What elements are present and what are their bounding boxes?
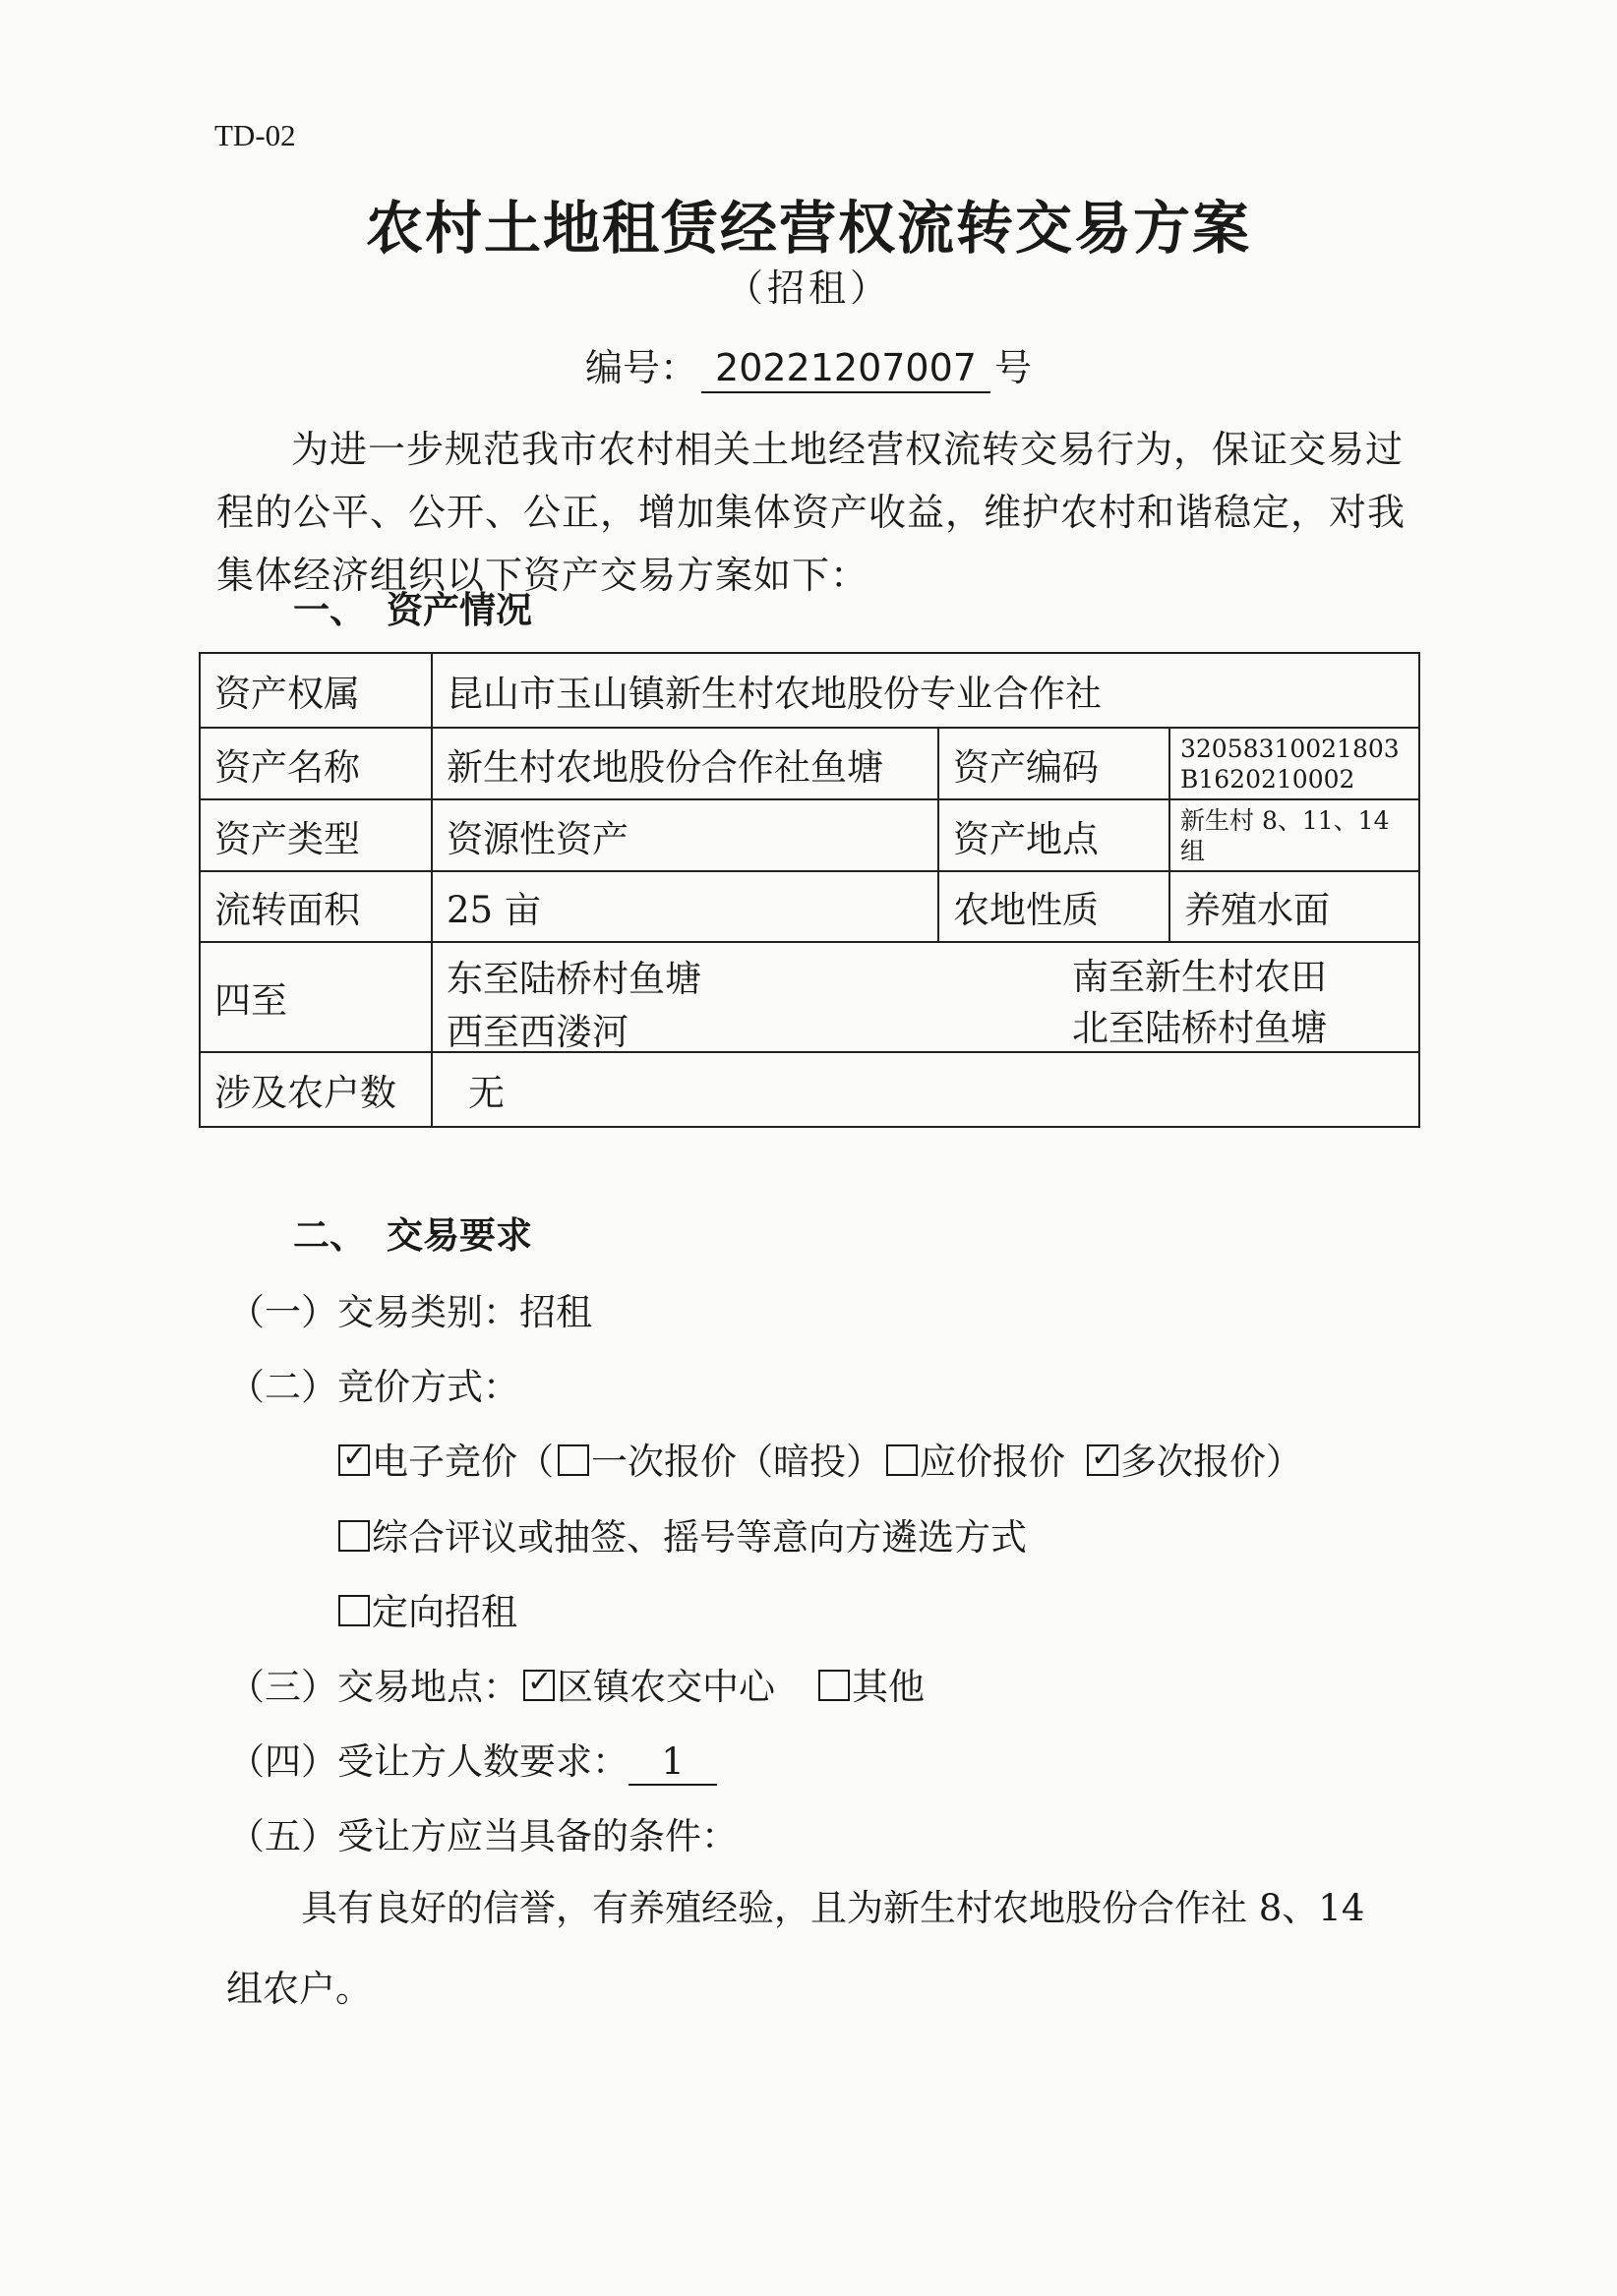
- location-center: 区镇农交中心: [557, 1666, 775, 1708]
- section-title: 交易要求: [387, 1214, 532, 1257]
- bound-south: 南至新生村农田: [1072, 956, 1327, 998]
- document-number: [0, 337, 1617, 393]
- req-count-label: （四）受让方人数要求：: [228, 1740, 629, 1783]
- owner-label: 资产权属: [200, 653, 432, 728]
- households-value: 无: [432, 1052, 1419, 1127]
- bounds-cell: [432, 942, 1419, 1052]
- req-location: [228, 1657, 925, 1710]
- name-label: 资产名称: [200, 728, 432, 799]
- bound-west: 西至西溇河: [447, 1011, 629, 1053]
- table-row: [200, 1052, 1419, 1127]
- owner-value: 昆山市玉山镇新生村农地股份专业合作社: [432, 653, 1419, 728]
- section-title: 资产情况: [387, 589, 532, 631]
- checkbox-respond[interactable]: [886, 1444, 918, 1476]
- req-count-value: 1: [629, 1740, 717, 1786]
- intro-paragraph: 为进一步规范我市农村相关土地经营权流转交易行为，保证交易过程的公平、公开、公正，增加集体资产收益，维护农村和谐稳定，对我集体经济组织以下资产交易方案如下：: [216, 428, 1407, 597]
- number-value: 20221207007: [701, 344, 990, 393]
- checkbox-multi[interactable]: [1087, 1444, 1118, 1476]
- comprehensive-option-row: [334, 1507, 1027, 1560]
- req-category: [228, 1282, 592, 1335]
- section-heading-requirements: [293, 1206, 532, 1259]
- section-heading-assets: [293, 580, 532, 633]
- req-category-value: 招租: [519, 1291, 592, 1333]
- households-label: 涉及农户数: [200, 1052, 432, 1127]
- area-value: 25 亩: [432, 871, 938, 942]
- asset-table: [199, 652, 1420, 1128]
- req-bidding-label: （二）竞价方式：: [228, 1366, 519, 1408]
- section-number: 一、: [293, 589, 366, 631]
- location-other: 其他: [852, 1666, 925, 1708]
- type-value: 资源性资产: [432, 799, 938, 871]
- req-count: [228, 1732, 717, 1786]
- bidding-options-row: [334, 1432, 1302, 1485]
- table-row: [200, 871, 1419, 942]
- checkbox-center[interactable]: [523, 1670, 555, 1701]
- form-code: TD-02: [214, 118, 296, 152]
- option-multi: 多次报价）: [1120, 1441, 1302, 1483]
- location-value: 新生村 8、11、14 组: [1169, 799, 1419, 871]
- location-label: 资产地点: [938, 799, 1169, 871]
- option-respond: 应价报价: [920, 1441, 1065, 1483]
- code-value: 32058310021803B1620210002: [1169, 728, 1419, 799]
- nature-label: 农地性质: [938, 871, 1169, 942]
- checkbox-directed[interactable]: [338, 1595, 370, 1626]
- req-conditions-label: （五）受让方应当具备的条件：: [228, 1815, 738, 1857]
- document-title: 农村土地租赁经营权流转交易方案: [365, 195, 1251, 262]
- option-directed: 定向招租: [372, 1591, 517, 1633]
- option-sealed: 一次报价（暗投）: [591, 1441, 882, 1483]
- number-suffix: 号: [993, 346, 1032, 389]
- checkbox-other[interactable]: [818, 1670, 850, 1701]
- table-row: [200, 799, 1419, 871]
- document-subtitle: （招租）: [725, 266, 891, 310]
- bound-east: 东至陆桥村鱼塘: [447, 958, 701, 1000]
- number-label: 编号：: [585, 346, 698, 389]
- table-row: [200, 728, 1419, 799]
- checkbox-sealed[interactable]: [558, 1444, 589, 1476]
- bound-north: 北至陆桥村鱼塘: [1072, 1007, 1327, 1049]
- table-row: [200, 653, 1419, 728]
- section-number: 二、: [293, 1214, 366, 1257]
- req-conditions-text: 具有良好的信誉，有养殖经验，且为新生村农地股份合作社 8、14 组农户。: [226, 1887, 1365, 2010]
- code-label: 资产编码: [938, 728, 1169, 799]
- nature-value: 养殖水面: [1169, 871, 1419, 942]
- option-electronic: 电子竞价（: [372, 1441, 554, 1483]
- req-location-label: （三）交易地点：: [228, 1666, 519, 1708]
- table-row: [200, 942, 1419, 1052]
- option-comprehensive: 综合评议或抽签、摇号等意向方遴选方式: [372, 1516, 1027, 1559]
- checkbox-comprehensive[interactable]: [338, 1520, 370, 1552]
- area-label: 流转面积: [200, 871, 432, 942]
- name-value: 新生村农地股份合作社鱼塘: [432, 728, 938, 799]
- type-label: 资产类型: [200, 799, 432, 871]
- checkbox-electronic[interactable]: [338, 1444, 370, 1476]
- req-category-label: （一）交易类别：: [228, 1291, 519, 1333]
- directed-option-row: [334, 1582, 517, 1635]
- bounds-label: 四至: [200, 942, 432, 1052]
